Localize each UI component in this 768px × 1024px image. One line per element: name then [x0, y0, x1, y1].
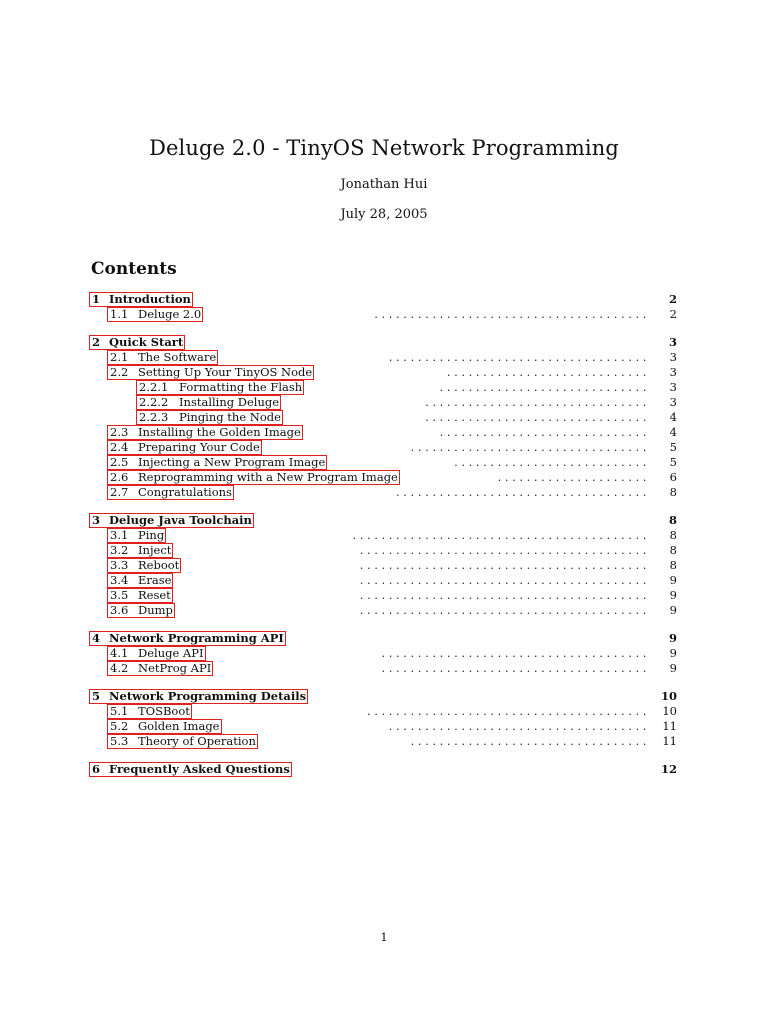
toc-entry	[0, 631, 768, 646]
toc-number: 2.2.1	[139, 380, 169, 394]
toc-label: Installing Deluge	[179, 395, 280, 409]
toc-entry	[0, 470, 768, 485]
toc-page-number: 9	[669, 603, 677, 617]
toc-number: 2.7	[110, 485, 129, 499]
toc-leader-dots: .........................................	[352, 528, 650, 542]
toc-label: Erase	[138, 573, 172, 587]
toc-page-number: 5	[669, 455, 677, 469]
toc-page-number: 3	[669, 350, 677, 364]
toc-number: 4.1	[110, 646, 129, 660]
document-date: July 28, 2005	[340, 207, 428, 222]
toc-page-number: 3	[669, 365, 677, 379]
toc-leader-dots: .................................	[410, 734, 650, 748]
toc-entry	[0, 734, 768, 749]
toc-label: Dump	[138, 603, 173, 617]
toc-label: Reboot	[138, 558, 180, 572]
toc-page-number: 8	[669, 558, 677, 572]
toc-entry	[0, 704, 768, 719]
toc-entry	[0, 425, 768, 440]
toc-page-number: 4	[669, 425, 677, 439]
toc-link[interactable]	[107, 470, 400, 485]
toc-number: 2	[92, 335, 101, 349]
toc-leader-dots: ........................................	[359, 558, 650, 572]
toc-entry	[0, 485, 768, 500]
toc-entry	[0, 588, 768, 603]
toc-leader-dots: ........................................	[359, 603, 650, 617]
toc-entry	[0, 380, 768, 395]
document-title: Deluge 2.0 - TinyOS Network Programming	[149, 136, 619, 160]
toc-number: 5.3	[110, 734, 129, 748]
toc-page-number: 8	[669, 485, 677, 499]
toc-label: Deluge Java Toolchain	[109, 513, 252, 527]
toc-page-number: 3	[669, 395, 677, 409]
toc-number: 2.6	[110, 470, 129, 484]
toc-label: Congratulations	[138, 485, 232, 499]
toc-page-number: 9	[669, 573, 677, 587]
toc-link[interactable]	[107, 425, 303, 440]
toc-number: 2.5	[110, 455, 129, 469]
toc-leader-dots: ...............................	[425, 410, 650, 424]
toc-leader-dots: .....................................	[381, 661, 650, 675]
toc-link[interactable]	[107, 455, 327, 470]
toc-entry	[0, 395, 768, 410]
toc-link[interactable]	[107, 661, 213, 676]
toc-label: Theory of Operation	[138, 734, 256, 748]
toc-link[interactable]	[89, 513, 254, 528]
toc-entry	[0, 335, 768, 350]
toc-leader-dots: ........................................	[359, 588, 650, 602]
toc-entry	[0, 365, 768, 380]
toc-leader-dots: ....................................	[388, 719, 650, 733]
toc-link[interactable]	[107, 543, 173, 558]
toc-number: 3	[92, 513, 101, 527]
toc-leader-dots: ............................	[446, 365, 650, 379]
toc-page-number: 3	[668, 335, 677, 349]
toc-link[interactable]	[136, 395, 281, 410]
toc-entry	[0, 558, 768, 573]
toc-entry	[0, 543, 768, 558]
toc-number: 5	[92, 689, 101, 703]
toc-label: Frequently Asked Questions	[109, 762, 290, 776]
toc-leader-dots: ........................................	[359, 543, 650, 557]
toc-label: Setting Up Your TinyOS Node	[138, 365, 313, 379]
toc-label: Deluge API	[138, 646, 204, 660]
toc-leader-dots: .......................................	[367, 704, 650, 718]
toc-label: Installing the Golden Image	[138, 425, 301, 439]
toc-link[interactable]	[136, 410, 283, 425]
toc-number: 3.1	[110, 528, 129, 542]
toc-link[interactable]	[107, 646, 206, 661]
toc-link[interactable]	[107, 440, 262, 455]
toc-page-number: 8	[668, 513, 677, 527]
toc-link[interactable]	[107, 528, 166, 543]
toc-page-number: 2	[669, 307, 677, 321]
toc-page-number: 8	[669, 528, 677, 542]
toc-number: 3.2	[110, 543, 129, 557]
toc-link[interactable]	[89, 762, 292, 777]
toc-number: 3.5	[110, 588, 129, 602]
toc-label: Injecting a New Program Image	[138, 455, 326, 469]
toc-label: Ping	[138, 528, 165, 542]
toc-entry	[0, 528, 768, 543]
toc-page-number: 12	[660, 762, 677, 776]
toc-number: 2.3	[110, 425, 129, 439]
toc-leader-dots: .............................	[439, 380, 650, 394]
toc-entry	[0, 410, 768, 425]
toc-label: Reprogramming with a New Program Image	[138, 470, 398, 484]
toc-page-number: 9	[668, 631, 677, 645]
toc-label: Quick Start	[109, 335, 184, 349]
toc-leader-dots: .............................	[439, 425, 650, 439]
toc-number: 4.2	[110, 661, 129, 675]
toc-entry	[0, 762, 768, 777]
toc-link[interactable]	[107, 485, 234, 500]
toc-page-number: 3	[669, 380, 677, 394]
toc-label: Preparing Your Code	[138, 440, 260, 454]
toc-number: 5.1	[110, 704, 129, 718]
toc-link[interactable]	[89, 292, 193, 307]
toc-link[interactable]	[89, 631, 286, 646]
toc-number: 3.4	[110, 573, 129, 587]
toc-link[interactable]	[107, 734, 258, 749]
toc-leader-dots: ...................................	[396, 485, 650, 499]
toc-page-number: 4	[669, 410, 677, 424]
toc-leader-dots: ......................................	[374, 307, 650, 321]
toc-leader-dots: .....................	[497, 470, 650, 484]
toc-number: 5.2	[110, 719, 129, 733]
toc-label: NetProg API	[138, 661, 212, 675]
contents-heading: Contents	[91, 259, 177, 279]
toc-number: 6	[92, 762, 101, 776]
toc-link[interactable]	[107, 719, 222, 734]
toc-link[interactable]	[89, 335, 185, 350]
toc-number: 4	[92, 631, 101, 645]
toc-label: Inject	[138, 543, 172, 557]
toc-page-number: 11	[662, 734, 677, 748]
toc-link[interactable]	[107, 603, 175, 618]
toc-leader-dots: .....................................	[381, 646, 650, 660]
toc-label: Network Programming API	[109, 631, 284, 645]
toc-page-number: 10	[660, 689, 677, 703]
toc-entry	[0, 440, 768, 455]
toc-label: Introduction	[109, 292, 191, 306]
toc-label: Golden Image	[138, 719, 220, 733]
toc-label: Network Programming Details	[109, 689, 307, 703]
toc-leader-dots: ....................................	[388, 350, 650, 364]
toc-number: 1	[92, 292, 101, 306]
toc-page-number: 11	[662, 719, 677, 733]
toc-link[interactable]	[107, 588, 173, 603]
toc-link[interactable]	[107, 307, 203, 322]
toc-leader-dots: .................................	[410, 440, 650, 454]
toc-page-number: 6	[669, 470, 677, 484]
toc-link[interactable]	[107, 573, 173, 588]
toc-entry	[0, 307, 768, 322]
toc-entry	[0, 573, 768, 588]
toc-page-number: 9	[669, 588, 677, 602]
toc-page-number: 5	[669, 440, 677, 454]
toc-entry	[0, 661, 768, 676]
toc-page-number: 10	[662, 704, 677, 718]
toc-number: 3.3	[110, 558, 129, 572]
toc-leader-dots: ........................................	[359, 573, 650, 587]
toc-entry	[0, 455, 768, 470]
toc-number: 2.2	[110, 365, 129, 379]
toc-number: 2.1	[110, 350, 129, 364]
toc-label: Pinging the Node	[179, 410, 281, 424]
toc-entry	[0, 350, 768, 365]
toc-entry	[0, 603, 768, 618]
toc-page-number: 9	[669, 661, 677, 675]
toc-number: 2.2.3	[139, 410, 169, 424]
toc-entry	[0, 513, 768, 528]
toc-leader-dots: ...............................	[425, 395, 650, 409]
toc-number: 2.4	[110, 440, 129, 454]
toc-label: Deluge 2.0	[138, 307, 202, 321]
page-number: 1	[380, 930, 388, 944]
toc-link[interactable]	[136, 380, 304, 395]
toc-entry	[0, 292, 768, 307]
toc-entry	[0, 719, 768, 734]
toc-number: 1.1	[110, 307, 129, 321]
toc-number: 3.6	[110, 603, 129, 617]
toc-link[interactable]	[107, 704, 192, 719]
toc-entry	[0, 646, 768, 661]
toc-entry	[0, 689, 768, 704]
document-author: Jonathan Hui	[340, 177, 428, 192]
toc-number: 2.2.2	[139, 395, 169, 409]
toc-link[interactable]	[107, 365, 314, 380]
toc-label: TOSBoot	[138, 704, 190, 718]
toc-link[interactable]	[89, 689, 308, 704]
toc-link[interactable]	[107, 558, 181, 573]
toc-page-number: 9	[669, 646, 677, 660]
toc-label: Reset	[138, 588, 171, 602]
toc-page-number: 8	[669, 543, 677, 557]
toc-link[interactable]	[107, 350, 218, 365]
toc-label: Formatting the Flash	[179, 380, 303, 394]
toc-page-number: 2	[668, 292, 677, 306]
toc-leader-dots: ...........................	[454, 455, 650, 469]
toc-label: The Software	[138, 350, 217, 364]
